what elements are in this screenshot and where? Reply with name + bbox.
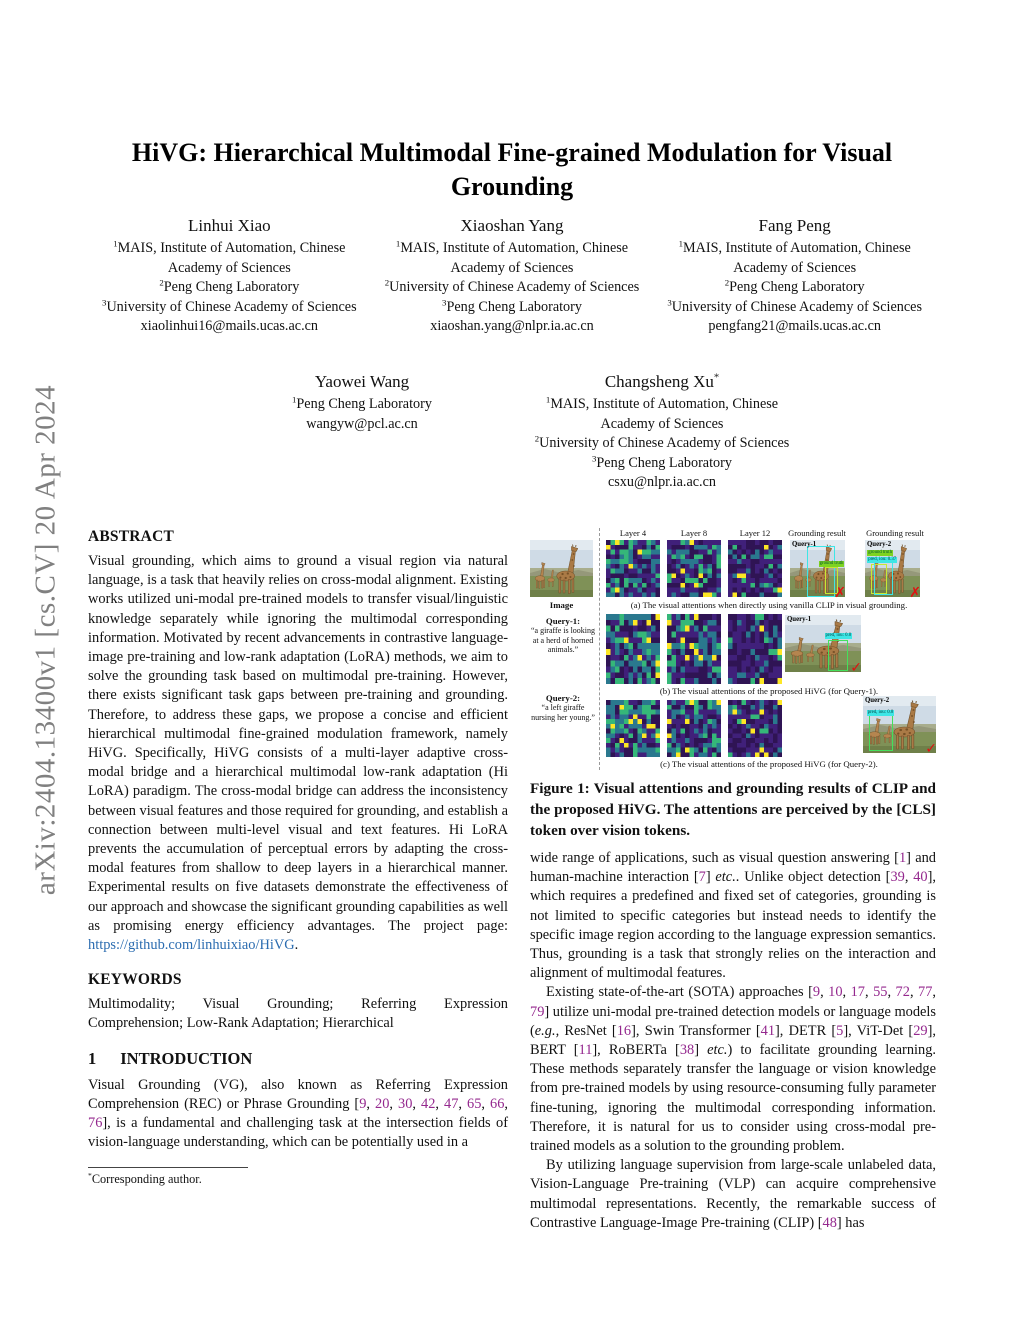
author-email: wangyw@pcl.ac.cn xyxy=(306,415,418,432)
footnote-text xyxy=(88,1172,508,1187)
figure-colhead-layer8: Layer 8 xyxy=(680,528,708,538)
citation[interactable]: 29 xyxy=(913,1022,928,1039)
citation[interactable]: 10 xyxy=(828,984,843,1001)
figure-divider xyxy=(599,528,600,770)
citation[interactable]: 7 xyxy=(698,869,706,886)
author-email: xiaolinhui16@mails.ucas.ac.cn xyxy=(140,318,319,334)
query2-text: “a left giraffe nursing her young.” xyxy=(531,703,595,722)
attention-heatmap-b-layer4 xyxy=(606,614,660,684)
abstract-body: Visual grounding, which aims to ground a visual region via natural language, is a task that heavily relies on cross-modal alignment. Existing works utilized uni-modal pre-trained models to transfer visual/linguistic knowledge separately while ignoring the multimodal corresponding information. Motivated by recent advancements in contrastive language-image pre-training and low-rank adaptation (LoRA) methods, we aim to solve the grounding task based on multimodal pre-training. However, there exists significant task gaps between pre-training and grounding. Therefore, to address these gaps, we propose a concise and efficient hierarchical multimodal fine-grained modulation framework, namely HiVG. Specifically, HiVG consists of a multi-layer adaptive cross-modal bridge and a hierarchical multimodal low-rank adaptation (Hi LoRA) paradigm. The cross-modal bridge can address the inconsistency between visual features and those required for grounding, and establish a connection between multi-level visual and text features. Hi LoRA prevents the accumulation of perceptual errors by adapting the cross-modal features from shallow to deep layers in a hierarchical manner. Experimental results on five datasets demonstrate the effectiveness of our approach and showcase the significant grounding capabilities as well as promising energy efficiency advantages. The project page: xyxy=(88,553,508,934)
author-name: Xiaoshan Yang xyxy=(460,216,564,235)
pred-bbox xyxy=(828,640,848,671)
author-affiliation: $^3$University of Chinese Academy of Sciences xyxy=(667,296,922,315)
arxiv-stamp: arXiv:2404.13400v1 [cs.CV] 20 Apr 2024 xyxy=(29,384,62,896)
authors-row-2 xyxy=(88,372,936,493)
heatmap-canvas xyxy=(728,614,782,684)
author-affiliation: $^2$University of Chinese Academy of Sciences xyxy=(534,433,790,451)
author-affiliation: $^1$MAIS, Institute of Automation, Chinese Academy of Sciences xyxy=(545,394,779,432)
figure-1-caption: Figure 1: Visual attentions and grounding results of CLIP and the proposed HiVG. The attentions are perceived by the [CLS] token over vision tokens. xyxy=(530,780,936,839)
citation[interactable]: 17 xyxy=(850,984,865,1001)
figure-colhead-layer4: Layer 4 xyxy=(619,528,647,538)
body-paragraph-1: wide range of applications, such as visual question answering [1] and human-machine interaction [7] etc.. Unlike object detection [39, 40], which requires a predefined and fixed set of categories, grounding is not limited to specific categories but instead needs to identify the specific image region according to the language expression semantics. Thus, grounding is a task that strongly relies on the interaction and alignment of multimodal features. xyxy=(530,850,936,982)
query1-block xyxy=(530,616,596,655)
footnote-label: Corresponding author. xyxy=(91,1172,202,1187)
figure-colhead-grounding-1: Grounding result xyxy=(788,528,846,538)
citation[interactable]: 5 xyxy=(836,1022,844,1039)
attention-heatmap-a-layer12 xyxy=(728,540,782,597)
citation[interactable]: 65 xyxy=(467,1095,482,1112)
footnote xyxy=(88,1167,508,1187)
ground-truth-tag: ground truth xyxy=(868,549,893,555)
correct-mark-icon: ✓ xyxy=(850,660,862,676)
author-email: xiaoshan.yang@nlpr.ia.ac.cn xyxy=(430,318,594,334)
author-affiliation: $^1$MAIS, Institute of Automation, Chinese Academy of Sciences xyxy=(395,238,629,276)
author-block xyxy=(512,372,812,493)
author-affiliation: $^1$MAIS, Institute of Automation, Chinese Academy of Sciences xyxy=(678,238,911,276)
keywords-heading: KEYWORDS xyxy=(88,971,182,989)
author-name: Linhui Xiao xyxy=(188,216,271,235)
citation[interactable]: 77 xyxy=(918,984,933,1001)
attention-heatmap-b-layer8 xyxy=(667,614,721,684)
attention-heatmap-b-layer12 xyxy=(728,614,782,684)
author-email: csxu@nlpr.ia.ac.cn xyxy=(607,474,716,490)
project-page-link[interactable]: https://github.com/linhuixiao/HiVG xyxy=(88,937,295,954)
author-affiliation: $^3$University of Chinese Academy of Sciences xyxy=(102,296,357,315)
paper-title: HiVG: Hierarchical Multimodal Fine-grained Modulation for Visual Grounding xyxy=(131,138,893,201)
grounding-query-label: Query-1 xyxy=(787,616,812,623)
body-paragraph-2: Existing state-of-the-art (SOTA) approaches [9, 10, 17, 55, 72, 77, 79] utilize uni-modal pre-trained detection models or language models (e.g., ResNet [16], Swin Transformer [41], DETR [5], ViT-Det [29], BERT [11], RoBERTa [38] etc.) to facilitate grounding learning. These methods separately transfer the language or vision knowledge from pre-trained models by using resource-consuming fully parameter fine-tuning, ignoring the multimodal corresponding information. Therefore, it is natural for us to consider using cross-modal pre-trained models as a solution to the grounding problem. xyxy=(530,984,937,1155)
giraffe-scene-svg xyxy=(530,540,593,597)
grounding-query-label: Query-2 xyxy=(867,541,892,548)
citation[interactable]: 20 xyxy=(375,1095,390,1112)
citation[interactable]: 66 xyxy=(490,1095,505,1112)
section-title: INTRODUCTION xyxy=(120,1048,253,1068)
citation[interactable]: 30 xyxy=(398,1095,413,1112)
author-affiliation: $^2$Peng Cheng Laboratory xyxy=(724,277,865,295)
heatmap-canvas xyxy=(606,614,660,684)
attention-heatmap-a-layer8 xyxy=(667,540,721,597)
author-affiliation: $^2$University of Chinese Academy of Sciences xyxy=(384,277,640,295)
abstract-text xyxy=(88,552,508,955)
author-name: Changsheng Xu* xyxy=(604,372,720,391)
citation[interactable]: 47 xyxy=(444,1095,459,1112)
author-affiliation: $^3$Peng Cheng Laboratory xyxy=(442,296,582,315)
authors-row-1 xyxy=(88,216,936,337)
author-email: pengfang21@mails.ucas.ac.cn xyxy=(708,318,881,334)
author-block xyxy=(371,216,654,337)
footnote-rule xyxy=(88,1167,248,1168)
citation[interactable]: 72 xyxy=(895,984,910,1001)
grounding-result-c-query2 xyxy=(863,696,937,757)
attention-heatmap-a-layer4 xyxy=(606,540,660,597)
wrong-mark-icon: ✗ xyxy=(909,585,921,601)
figure-caption-a: (a) The visual attentions when directly using vanilla CLIP in visual grounding. xyxy=(630,600,908,610)
left-column xyxy=(88,528,508,1187)
abstract-heading: ABSTRACT xyxy=(88,528,175,545)
body-paragraph-3: By utilizing language supervision from large-scale unlabeled data, Vision-Language Pre-training (VLP) can acquire comprehensive multimodal representations. Recently, the remarkable success of Contrastive Language-Image Pre-training (CLIP) [48] has xyxy=(530,1157,936,1231)
attention-heatmap-c-layer8 xyxy=(667,700,721,757)
image-label: Image xyxy=(549,600,574,610)
grounding-result-b-query1 xyxy=(785,615,862,676)
giraffe-photo xyxy=(530,540,593,597)
grounding-query-label: Query-2 xyxy=(865,697,890,704)
citation[interactable]: 55 xyxy=(873,984,888,1001)
citation[interactable]: 11 xyxy=(578,1042,593,1059)
pred-bbox xyxy=(874,562,893,595)
pred-iou-tag: pred, iou: 0.8 xyxy=(867,710,894,716)
citation[interactable]: 48 xyxy=(822,1214,837,1231)
section-number: 1 xyxy=(88,1048,97,1068)
author-affiliation: $^2$Peng Cheng Laboratory xyxy=(159,277,300,295)
query1-label: Query-1: xyxy=(545,616,581,626)
citation[interactable]: 9 xyxy=(812,984,821,1001)
heatmap-canvas xyxy=(728,700,782,757)
heatmap-canvas xyxy=(606,700,660,757)
author-affiliation: $^1$Peng Cheng Laboratory xyxy=(292,394,432,412)
figure-colhead-layer12: Layer 12 xyxy=(739,528,771,538)
attention-heatmap-c-layer12 xyxy=(728,700,782,757)
correct-mark-icon: ✓ xyxy=(925,741,937,757)
heatmap-canvas xyxy=(667,700,721,757)
heatmap-canvas xyxy=(606,540,660,597)
grounding-query-label: Query-1 xyxy=(792,541,817,548)
citation[interactable]: 1 xyxy=(898,850,907,866)
citation[interactable]: 9 xyxy=(359,1095,367,1112)
author-block xyxy=(212,372,512,493)
right-column xyxy=(530,528,936,1233)
author-name: Yaowei Wang xyxy=(314,372,410,391)
heatmap-canvas xyxy=(667,614,721,684)
citation[interactable]: 79 xyxy=(530,1003,545,1020)
author-block xyxy=(88,216,371,337)
citation[interactable]: 38 xyxy=(679,1042,695,1059)
pred-iou-tag: pred, iou: 0.37 xyxy=(868,556,897,562)
author-name: Fang Peng xyxy=(758,216,831,235)
citation[interactable]: 42 xyxy=(421,1095,436,1112)
pred-iou-tag: pred, iou: 0.8 xyxy=(825,633,852,639)
grounding-result-a-query2 xyxy=(865,540,921,601)
wrong-mark-icon: ✗ xyxy=(834,585,846,601)
author-affiliation: $^3$Peng Cheng Laboratory xyxy=(592,452,732,471)
abstract-suffix: . xyxy=(294,937,299,954)
figure-1 xyxy=(530,528,936,770)
figure-colhead-grounding-2: Grounding result xyxy=(866,528,924,538)
source-image xyxy=(530,540,593,597)
attention-heatmap-c-layer4 xyxy=(606,700,660,757)
footnote-symbol: * xyxy=(88,1171,92,1181)
figure-caption-b: (b) The visual attentions of the proposed HiVG (for Query-1). xyxy=(659,686,879,696)
citation[interactable]: 41 xyxy=(760,1022,776,1039)
intro-paragraph: Visual Grounding (VG), also known as Referring Expression Comprehension (REC) or Phrase Grounding [9, 20, 30, 42, 47, 65, 66, 76], is a fundamental and challenging task at the intersection fields of vision-language understanding, which can be potentially used in a xyxy=(88,1076,509,1151)
ground-truth-tag: ground truth xyxy=(819,561,844,567)
citation[interactable]: 40 xyxy=(913,869,928,886)
citation[interactable]: 76 xyxy=(88,1115,103,1132)
keywords-text: Multimodality; Visual Grounding; Referring Expression Comprehension; Low-Rank Adaptation; Hierarchical xyxy=(88,996,508,1032)
pred-bbox xyxy=(869,715,893,751)
grounding-result-a-query1 xyxy=(790,540,846,601)
figure-caption-c: (c) The visual attentions of the proposed HiVG (for Query-2). xyxy=(660,759,878,769)
section-heading-introduction xyxy=(88,1049,508,1069)
query1-text: “a giraffe is looking at a herd of horned animals.” xyxy=(530,626,596,655)
author-block xyxy=(653,216,936,337)
query2-block xyxy=(530,693,596,722)
heatmap-canvas xyxy=(667,540,721,597)
citation[interactable]: 16 xyxy=(616,1022,632,1039)
query2-label: Query-2: xyxy=(545,693,581,703)
heatmap-canvas xyxy=(728,540,782,597)
citation[interactable]: 39 xyxy=(890,869,905,886)
author-affiliation: $^1$MAIS, Institute of Automation, Chinese Academy of Sciences xyxy=(113,238,346,276)
